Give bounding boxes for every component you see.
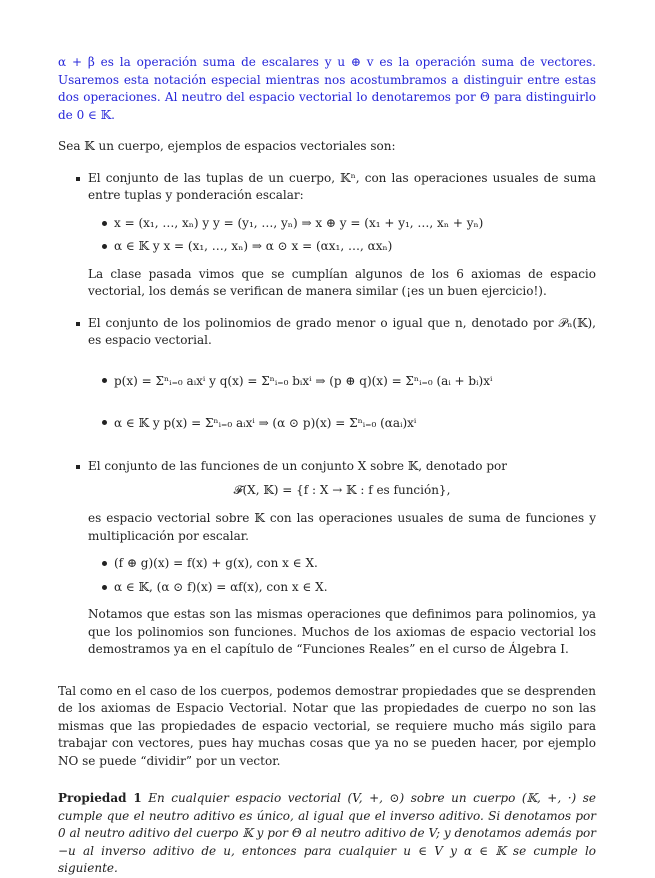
sublist-item: α ∈ 𝕂 y p(x) = Σⁿᵢ₌₀ aᵢxⁱ ⇒ (α ⊙ p)(x) = Σⁿᵢ₌₀ (αaᵢ)xⁱ <box>88 402 596 444</box>
intro-paragraph: α + β es la operación suma de escalares y u ⊕ v es la operación suma de vectores. Usaremos esta notación especial mientras nos acostumbramos a distinguir entre estas dos operaciones. Al neutro del espacio vectorial lo denotaremos por Θ para distinguirlo de 0 ∈ 𝕂. <box>58 55 596 122</box>
sublist-item: x = (x₁, …, xₙ) y y = (y₁, …, yₙ) ⇒ x ⊕ y = (x₁ + y₁, …, xₙ + yₙ) <box>88 215 596 233</box>
item-note: Notamos que estas son las mismas operaciones que definimos para polinomios, ya que los polinomios son funciones. Muchos de los axiomas de espacio vectorial los demostramos ya en el capítulo de “Funciones Reales” en el curso de Álgebra I. <box>88 607 596 656</box>
list-item <box>58 170 596 301</box>
document-page <box>58 54 596 878</box>
sublist <box>88 555 596 596</box>
examples-lead: Sea 𝕂 un cuerpo, ejemplos de espacios vectoriales son: <box>58 139 396 153</box>
display-formula: 𝓕(X, 𝕂) = {f : X → 𝕂 : f es función}, <box>233 483 451 497</box>
sublist <box>88 215 596 256</box>
item-text: El conjunto de las tuplas de un cuerpo, 𝕂ⁿ, con las operaciones usuales de suma entre tuplas y ponderación escalar: <box>88 170 596 202</box>
item-note: La clase pasada vimos que se cumplían algunos de los 6 axiomas de espacio vectorial, los demás se verifican de manera similar (¡es un buen ejercicio!). <box>88 266 596 298</box>
list-item <box>58 315 596 444</box>
examples-list <box>58 170 596 659</box>
property-body: En cualquier espacio vectorial (V, +, ⊙) sobre un cuerpo (𝕂, +, ·) se cumple que el neutro aditivo es único, al igual que el inverso aditivo. Si denotamos por 0 al neutro aditivo del cuerpo 𝕂 y por Θ al neutro aditivo de V; y denotamos además por −u al inverso aditivo de u, entonces para cualquier u ∈ V y α ∈ 𝕂 se cumple lo siguiente. <box>58 791 596 875</box>
list-item <box>58 458 596 659</box>
item-text-continued: es espacio vectorial sobre 𝕂 con las operaciones usuales de suma de funciones y multiplicación por escalar. <box>88 511 596 543</box>
closing-paragraph: Tal como en el caso de los cuerpos, podemos demostrar propiedades que se desprenden de los axiomas de Espacio Vectorial. Notar que las propiedades de cuerpo no son las mismas que las propiedades de espacio vectorial, se requiere mucho más sigilo para trabajar con vectores, pues hay muchas cosas que ya no se pueden hacer, por ejemplo NO se puede “dividir” por un vector. <box>58 683 596 768</box>
item-text: El conjunto de los polinomios de grado menor o igual que n, denotado por 𝒫ₙ(𝕂), es espacio vectorial. <box>88 315 596 347</box>
sublist-item: (f ⊕ g)(x) = f(x) + g(x), con x ∈ X. <box>88 555 596 573</box>
sublist <box>88 360 596 444</box>
sublist-item: α ∈ 𝕂 y x = (x₁, …, xₙ) ⇒ α ⊙ x = (αx₁, …, αxₙ) <box>88 238 596 256</box>
item-text: El conjunto de las funciones de un conjunto X sobre 𝕂, denotado por <box>88 458 507 473</box>
sublist-item: p(x) = Σⁿᵢ₌₀ aᵢxⁱ y q(x) = Σⁿᵢ₌₀ bᵢxⁱ ⇒ (p ⊕ q)(x) = Σⁿᵢ₌₀ (aᵢ + bᵢ)xⁱ <box>88 360 596 402</box>
property-block <box>58 790 596 878</box>
property-title: Propiedad 1 <box>58 791 142 805</box>
sublist-item: α ∈ 𝕂, (α ⊙ f)(x) = αf(x), con x ∈ X. <box>88 579 596 597</box>
